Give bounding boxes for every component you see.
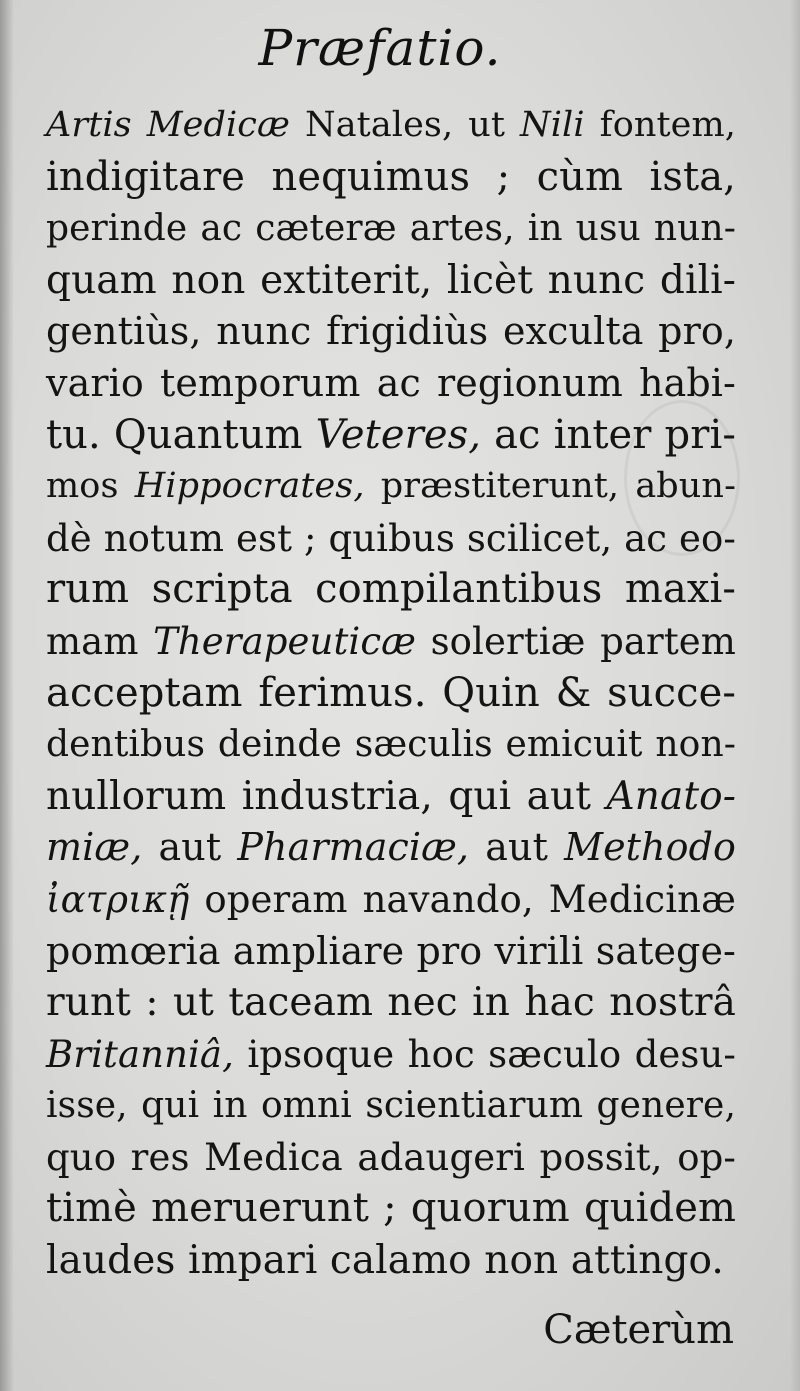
italic-text: Therapeuticæ [153,619,417,663]
italic-text: Methodo [564,825,736,870]
text-line [46,1080,736,1132]
roman-text: dentibus deinde sæculis emicuit non- [46,724,736,766]
roman-text: timè meruerunt ; quorum quidem [46,1185,736,1232]
text-line [46,410,736,462]
roman-text: ipsoque hoc sæculo desu- [233,1032,736,1076]
roman-text: dè notum est ; quibus scilicet, ac eo- [46,516,736,560]
roman-text: perinde ac cæteræ artes, in usu nun- [46,208,736,250]
roman-text: Natales, ut [289,105,521,145]
text-line [46,977,736,1029]
text-line [46,874,736,926]
text-line [46,1132,736,1184]
text-line [46,719,736,771]
roman-text: pomœria ampliare pro virili satege- [46,928,736,973]
text-line [46,926,736,978]
catchword: Cæterùm [543,1307,734,1353]
roman-text: tu. Quantum [46,411,316,458]
italic-text: ἰατρικῇ [46,877,190,921]
roman-text: nullorum industria, qui aut [46,773,607,819]
roman-text: solertiæ partem [416,619,736,663]
roman-text: ac inter pri- [481,411,736,458]
roman-text: præstiterunt, abun- [364,466,736,507]
text-line [46,1235,736,1287]
text-line [46,306,736,358]
text-line [46,358,736,410]
roman-text: isse, qui in omni scientiarum genere, [46,1085,736,1127]
italic-text: Artis Medicæ [46,105,290,145]
italic-text: Hippocrates, [134,466,365,507]
roman-text: quam non extiterit, licèt nunc dili- [46,257,736,303]
roman-text: fontem, [584,105,737,145]
roman-text: vario temporum ac regionum habi- [46,360,736,405]
italic-text: miæ, [46,825,143,870]
text-line [46,461,736,513]
text-line [46,152,736,204]
roman-text: rum scripta compilantibus maxi- [46,566,736,613]
text-line [46,822,736,874]
italic-text: Veteres, [315,411,482,458]
roman-text: mos [46,466,135,507]
text-line [46,616,736,668]
roman-text: indigitare nequimus ; cùm ista, [46,153,736,200]
italic-text: Pharmaciæ, [237,825,470,870]
text-line [46,255,736,307]
italic-text: Britanniâ, [46,1032,234,1076]
text-line [46,513,736,565]
page-title: Præfatio. [258,19,502,77]
text-line [46,203,736,255]
roman-text: aut [469,825,565,870]
text-line [46,564,736,616]
text-line [46,1029,736,1081]
text-line [46,100,736,152]
text-line [46,1183,736,1235]
roman-text: mam [46,619,154,663]
roman-text: quo res Medica adaugeri possit, op- [46,1135,736,1179]
roman-text: aut [142,825,238,870]
body-text [46,100,736,1287]
roman-text: acceptam ferimus. Quin & succe- [46,669,736,716]
text-line [46,771,736,823]
italic-text: Anato- [606,773,736,819]
roman-text: operam navando, Medicinæ [189,877,736,921]
roman-text: runt : ut taceam nec in hac nostrâ [46,980,736,1026]
text-line [46,668,736,720]
roman-text: laudes impari calamo non attingo. [46,1238,724,1284]
italic-text: Nili [520,105,585,145]
roman-text: gentiùs, nunc frigidiùs exculta pro, [46,309,736,354]
